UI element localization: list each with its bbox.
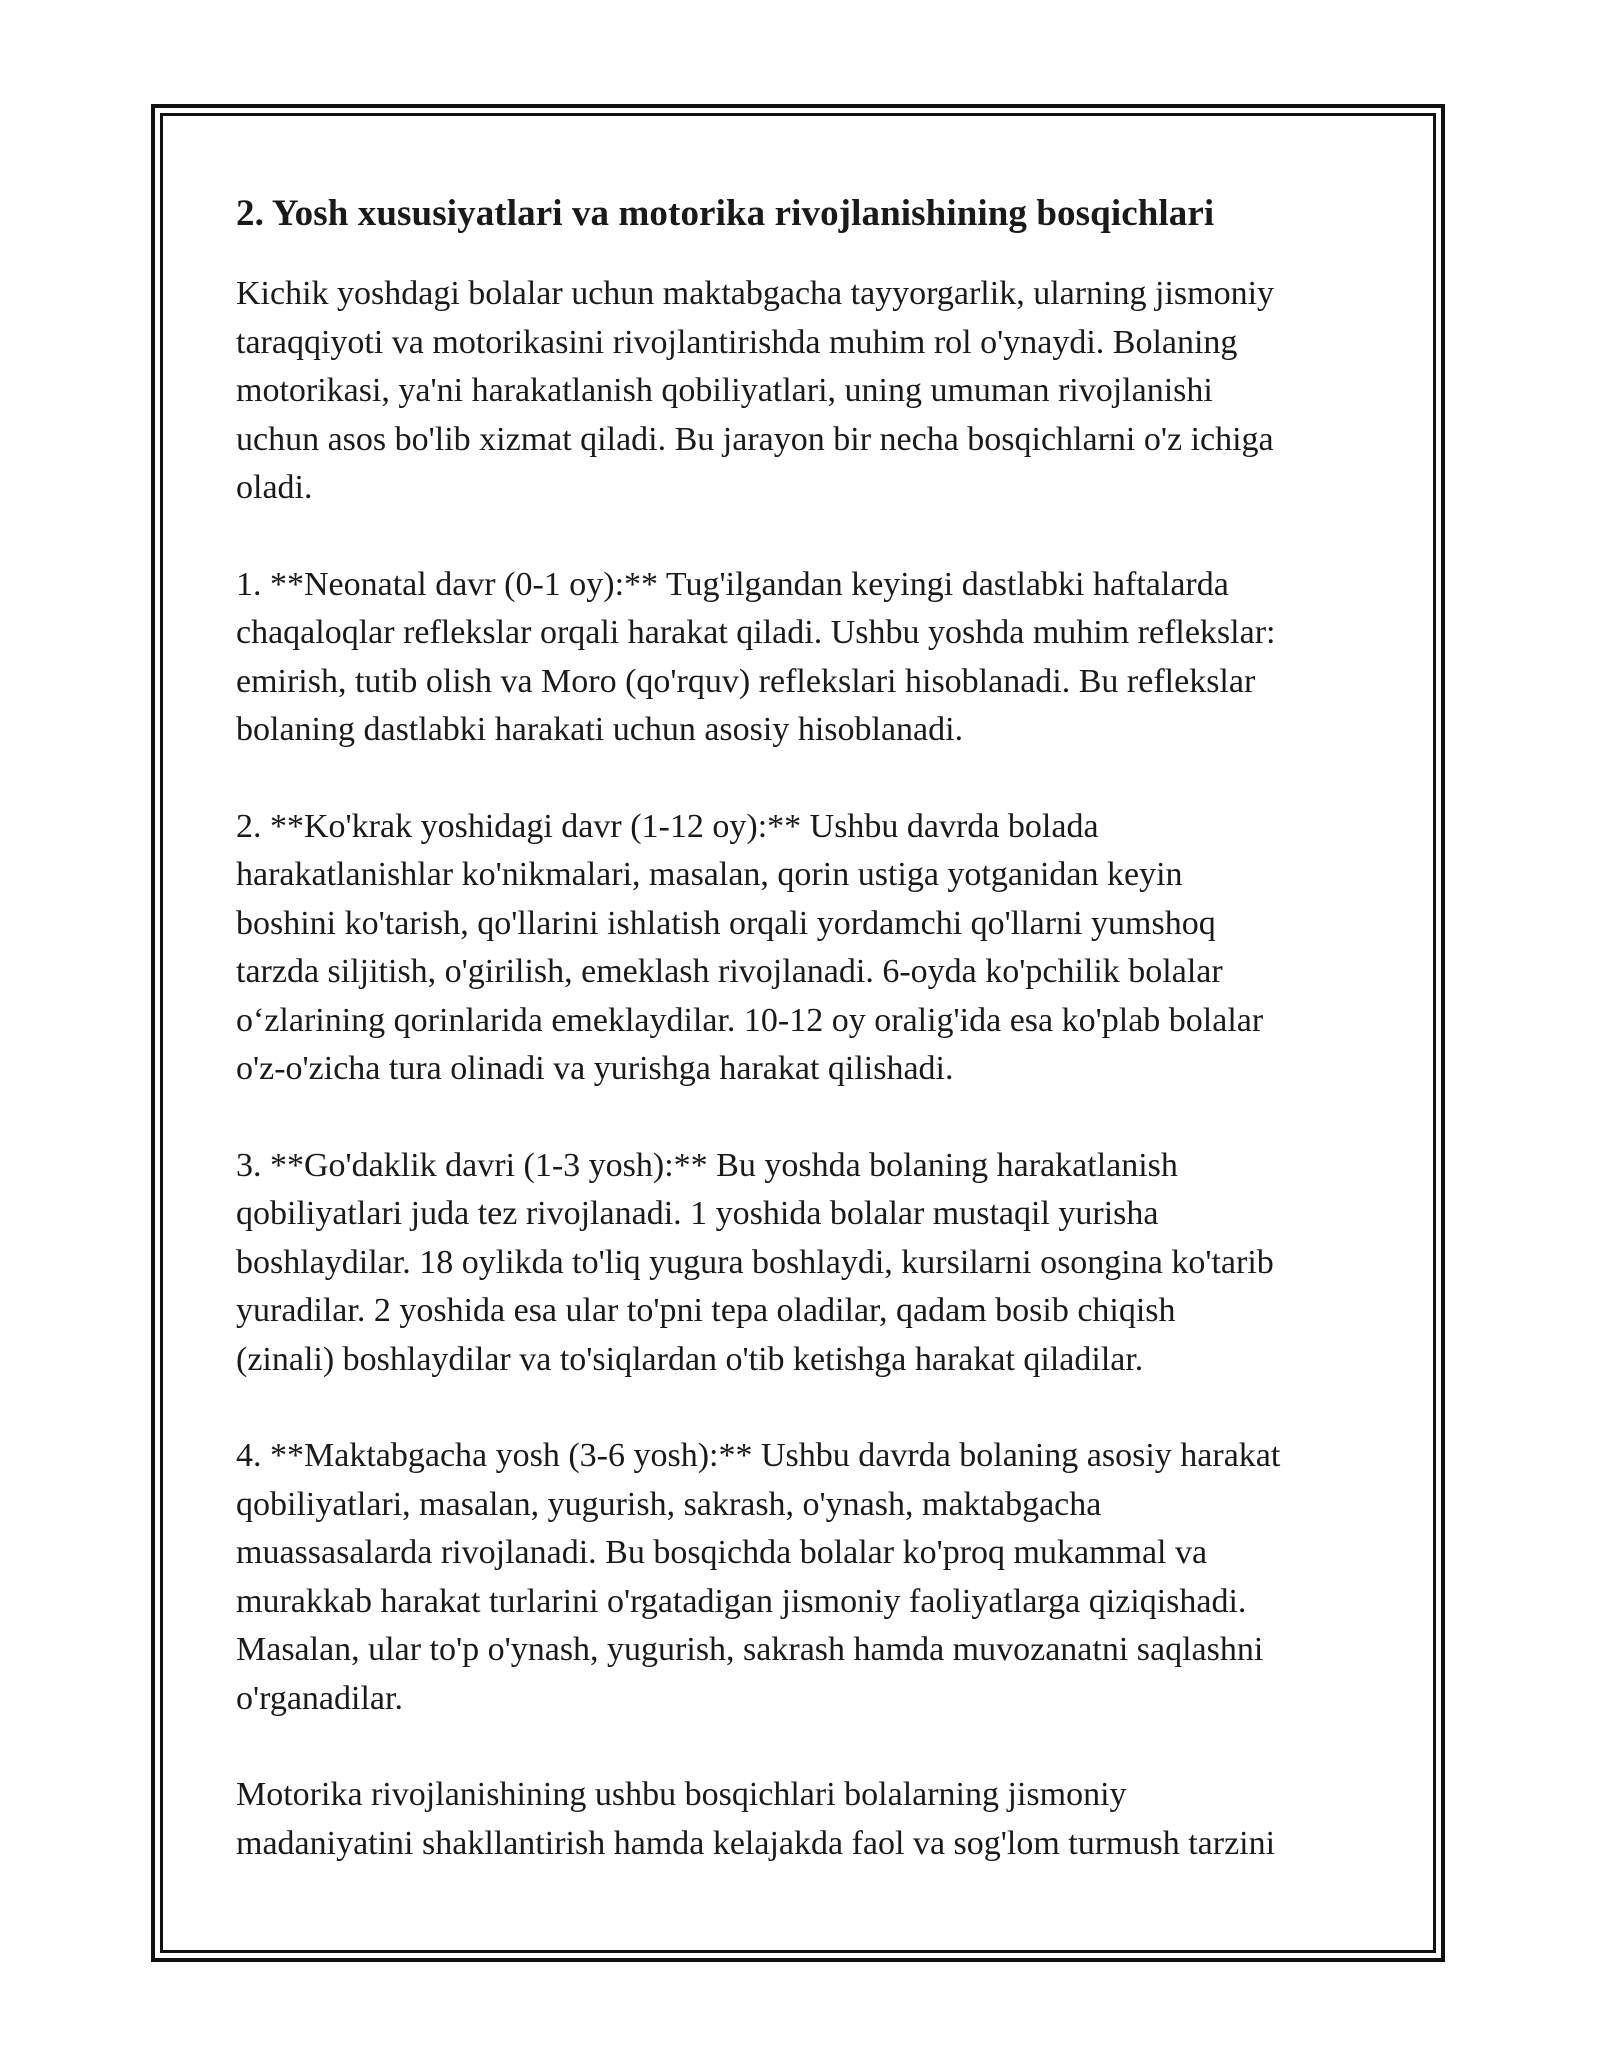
intro-paragraph: Kichik yoshdagi bolalar uchun maktabgacha tayyorgarlik, ularning jismoniy taraqqiyoti va motorikasini rivojlantirishda muhim rol o'ynaydi. Bolaning motorikasi, ya'ni harakatlanish qobiliyatlari, uning umuman rivojlanishi uchun asos bo'lib xizmat qiladi. Bu jarayon bir necha bosqichlarni o'z ichiga oladi. xyxy=(236,275,1275,506)
document-body xyxy=(236,186,1376,1916)
stage-4-paragraph: 4. **Maktabgacha yosh (3-6 yosh):** Ushbu davrda bolaning asosiy harakat qobiliyatlari, masalan, yugurish, sakrash, o'ynash, maktabgacha muassasalarda rivojlanadi. Bu bosqichda bolalar ko'proq mukammal va murakkab harakat turlarini o'rgatadigan jismoniy faoliyatlarga qiziqishadi. Masalan, ular to'p o'ynash, yugurish, sakrash hamda muvozanatni saqlashni o'rganadilar. xyxy=(236,1437,1281,1717)
conclusion-paragraph: Motorika rivojlanishining ushbu bosqichlari bolalarning jismoniy madaniyatini shakllantirish hamda kelajakda faol va sog'lom turmush tarzini xyxy=(236,1776,1276,1862)
stage-1-paragraph: 1. **Neonatal davr (0-1 oy):** Tug'ilgandan keyingi dastlabki haftalarda chaqaloqlar reflekslar orqali harakat qiladi. Ushbu yoshda muhim reflekslar: emirish, tutib olish va Moro (qo'rquv) reflekslari hisoblanadi. Bu reflekslar bolaning dastlabki harakati uchun asosiy hisoblanadi. xyxy=(236,565,1276,748)
stage-3-paragraph: 3. **Go'daklik davri (1-3 yosh):** Bu yoshda bolaning harakatlanish qobiliyatlari juda tez rivojlanadi. 1 yoshida bolalar mustaqil yurisha boshlaydilar. 18 oylikda to'liq yugura boshlaydi, kursilarni osongina ko'tarib yuradilar. 2 yoshida esa ular to'pni tepa oladilar, qadam bosib chiqish (zinali) boshlaydilar va to'siqlardan o'tib ketishga harakat qiladilar. xyxy=(236,1146,1274,1378)
stage-2-paragraph: 2. **Ko'krak yoshidagi davr (1-12 oy):** Ushbu davrda bolada harakatlanishlar ko'nikmalari, masalan, qorin ustiga yotganidan keyin boshini ko'tarish, qo'llarini ishlatish orqali yordamchi qo'llarni yumshoq tarzda siljitish, o'girilish, emeklash rivojlanadi. 6-oyda ko'pchilik bolalar o‘zlarining qorinlarida emeklaydilar. 10-12 oy oralig'ida esa ko'plab bolalar o'z-o'zicha tura olinadi va yurishga harakat qilishadi. xyxy=(236,807,1264,1087)
section-heading: 2. Yosh xususiyatlari va motorika rivojlanishining bosqichlari xyxy=(236,193,1215,234)
